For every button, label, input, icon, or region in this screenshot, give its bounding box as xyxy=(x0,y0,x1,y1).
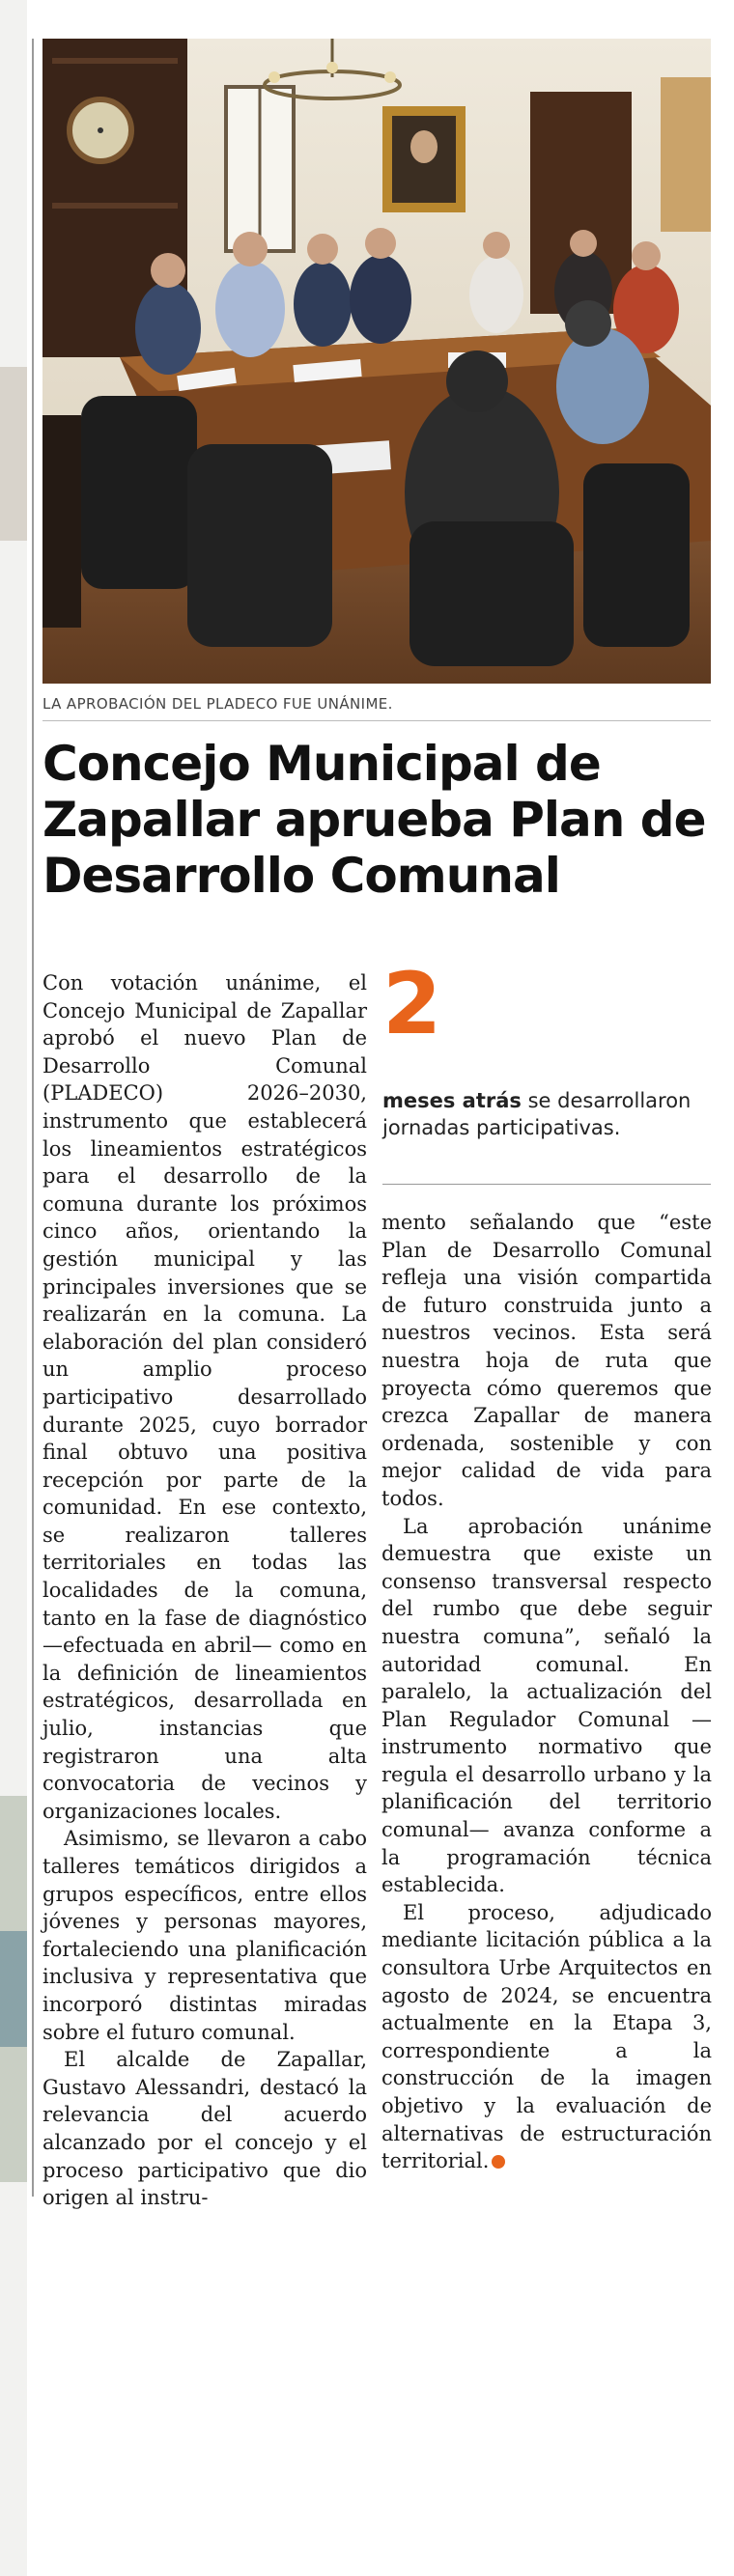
paragraph: El alcalde de Zapallar, Gustavo Alessandri, destacó la relevancia del acuerdo alcanzado por el concejo y el proceso participativo que dio origen al instru- xyxy=(42,2048,367,2210)
end-mark-icon xyxy=(492,2155,505,2169)
meeting-photo xyxy=(42,39,711,684)
stat-pull-quote xyxy=(382,1087,701,1141)
paragraph: Asimismo, se llevaron a cabo talleres temáticos dirigidos a grupos específicos, entre ellos jóvenes y personas mayores, fortaleciendo una planificación inclusiva y representativa que incorporó distintas miradas sobre el futuro comunal. xyxy=(42,1827,367,2044)
stat-divider xyxy=(382,1184,711,1185)
paragraph: La aprobación unánime demuestra que existe un consenso transversal respecto del rumbo que debe seguir nuestra comuna”, señaló la autoridad comunal. En paralelo, la actualización del Plan Regulador Comunal —instrumento normativo que regula el desarrollo urbano y la planificación del territorio comunal— avanza conforme a la programación técnica establecida. xyxy=(381,1514,712,1897)
body-column-2 xyxy=(381,1209,712,2175)
body-column-1 xyxy=(42,969,367,2212)
photo-caption: LA APROBACIÓN DEL PLADECO FUE UNÁNIME. xyxy=(42,695,393,713)
stat-bold-text: meses atrás xyxy=(382,1089,522,1112)
caption-divider xyxy=(42,720,711,721)
article-headline: Concejo Municipal de Zapallar aprueba Plan de Desarrollo Comunal xyxy=(42,736,706,904)
paragraph: Con votación unánime, el Concejo Municipal de Zapallar aprobó el nuevo Plan de Desarrollo Comunal (PLADECO) 2026–2030, instrumento que establecerá los lineamientos estratégicos para el desarrollo de la comuna durante los próximos cinco años, orientando la gestión municipal y las principales inversiones que se realizarán en la comuna. La elaboración del plan consideró un amplio proceso participativo desarrollado durante 2025, cuyo borrador final obtuvo una positiva recepción por parte de la comunidad. En ese contexto, se realizaron talleres territoriales en todas las localidades de la comuna, tanto en la fase de diagnóstico —efectuada en abril— como en la definición de lineamientos estratégicos, desarrollada en julio, instancias que registraron una alta convocatoria de vecinos y organizaciones locales. xyxy=(42,971,367,1823)
paragraph: mento señalando que “este Plan de Desarrollo Comunal refleja una visión compartida de futuro construida junto a nuestros vecinos. Esta será nuestra hoja de ruta que proyecta cómo queremos que crezca Zapallar de manera ordenada, sostenible y con mejor calidad de vida para todos. xyxy=(381,1211,712,1510)
paragraph-text: El proceso, adjudicado mediante licitación pública a la consultora Urbe Arquitectos en agosto de 2024, se encuentra actualmente en la Etapa 3, correspondiente a la construcción de la imagen objetivo y la evaluación de alternativas de estructuración territorial. xyxy=(381,1900,712,2173)
column-divider xyxy=(32,39,34,2197)
stat-text: se desarrollaron jornadas participativas. xyxy=(382,1089,692,1139)
paragraph xyxy=(381,1899,712,2175)
stat-number: 2 xyxy=(382,954,442,1053)
adjacent-page-strip xyxy=(0,0,27,2576)
